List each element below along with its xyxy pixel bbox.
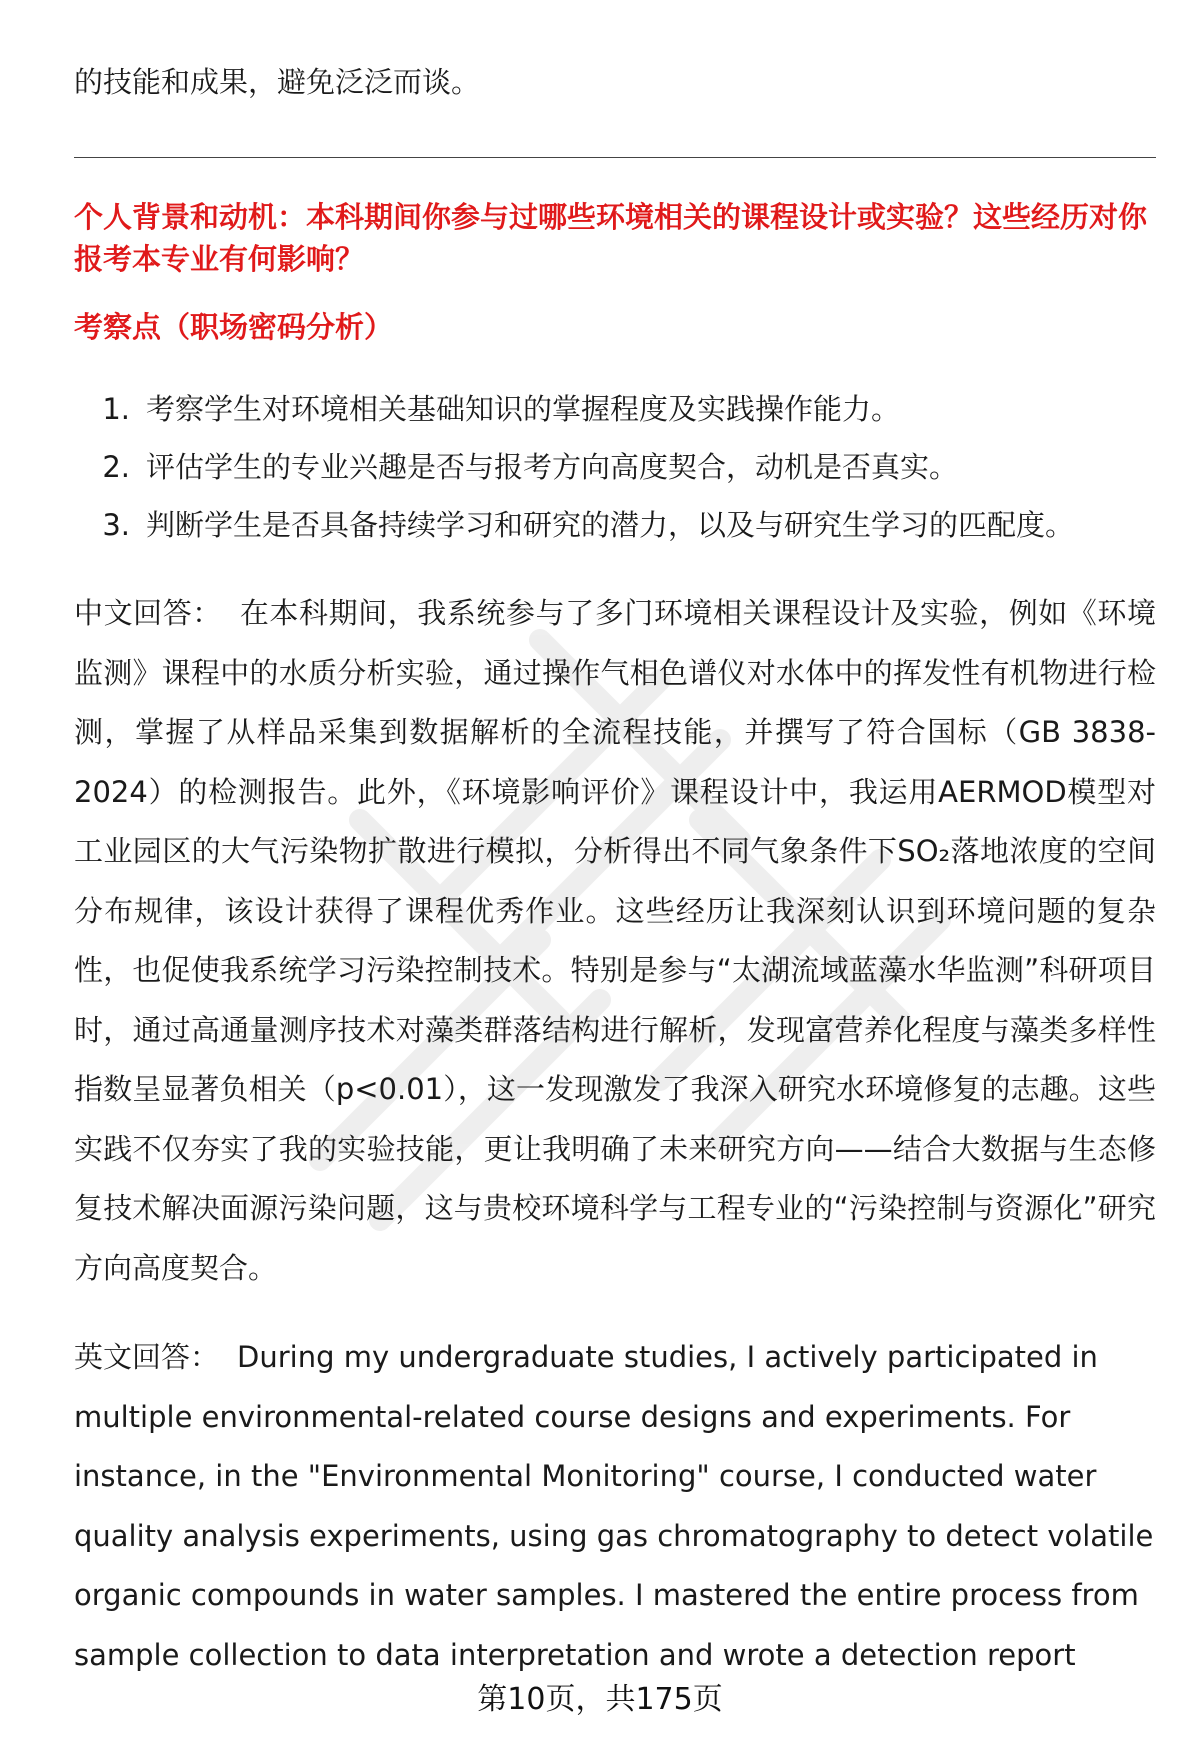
list-number: 2. xyxy=(102,450,130,484)
list-item xyxy=(74,438,1156,496)
english-answer xyxy=(74,1328,1156,1685)
list-item-text: 考察学生对环境相关基础知识的掌握程度及实践操作能力。 xyxy=(146,392,901,426)
list-item-text: 评估学生的专业兴趣是否与报考方向高度契合，动机是否真实。 xyxy=(146,450,959,484)
chinese-answer-label: 中文回答： xyxy=(74,596,222,630)
page-content xyxy=(74,60,1156,1685)
list-item xyxy=(74,496,1156,554)
chinese-answer xyxy=(74,584,1156,1298)
page-number-footer: 第10页，共175页 xyxy=(477,1682,723,1717)
english-answer-text: During my undergraduate studies, I actively participated in multiple environmental-related course designs and experiments. For instance, in the "Environmental Monitoring" course, I conducted water quality analysis experiments, using gas chromatography to detect volatile organic compounds in water samples. I mastered the entire process from sample collection to data interpretation and wrote a detection report xyxy=(74,1340,1154,1672)
list-item-text: 判断学生是否具备持续学习和研究的潜力，以及与研究生学习的匹配度。 xyxy=(146,508,1075,542)
list-item xyxy=(74,380,1156,438)
english-answer-label: 英文回答： xyxy=(74,1340,220,1374)
continuation-text: 的技能和成果，避免泛泛而谈。 xyxy=(74,65,481,99)
section-divider xyxy=(74,157,1156,158)
assessment-points xyxy=(74,380,1156,554)
list-number: 3. xyxy=(102,508,130,542)
chinese-answer-text: 在本科期间，我系统参与了多门环境相关课程设计及实验，例如《环境监测》课程中的水质分析实验，通过操作气相色谱仪对水体中的挥发性有机物进行检测，掌握了从样品采集到数据解析的全流程技能，并撰写了符合国标（GB 3838-2024）的检测报告。此外，《环境影响评价》课程设计中，我运用AERMOD模型对工业园区的大气污染物扩散进行模拟，分析得出不同气象条件下SO₂落地浓度的空间分布规律，该设计获得了课程优秀作业。这些经历让我深刻认识到环境问题的复杂性，也促使我系统学习污染控制技术。特别是参与“太湖流域蓝藻水华监测”科研项目时，通过高通量测序技术对藻类群落结构进行解析，发现富营养化程度与藻类多样性指数呈显著负相关（p<0.01），这一发现激发了我深入研究水环境修复的志趣。这些实践不仅夯实了我的实验技能，更让我明确了未来研究方向——结合大数据与生态修复技术解决面源污染问题，这与贵校环境科学与工程专业的“污染控制与资源化”研究方向高度契合。 xyxy=(74,596,1156,1285)
list-number: 1. xyxy=(102,392,130,426)
assessment-heading: 考察点（职场密码分析） xyxy=(74,310,394,344)
question-heading: 个人背景和动机：本科期间你参与过哪些环境相关的课程设计或实验？这些经历对你报考本专业有何影响？ xyxy=(74,200,1148,276)
